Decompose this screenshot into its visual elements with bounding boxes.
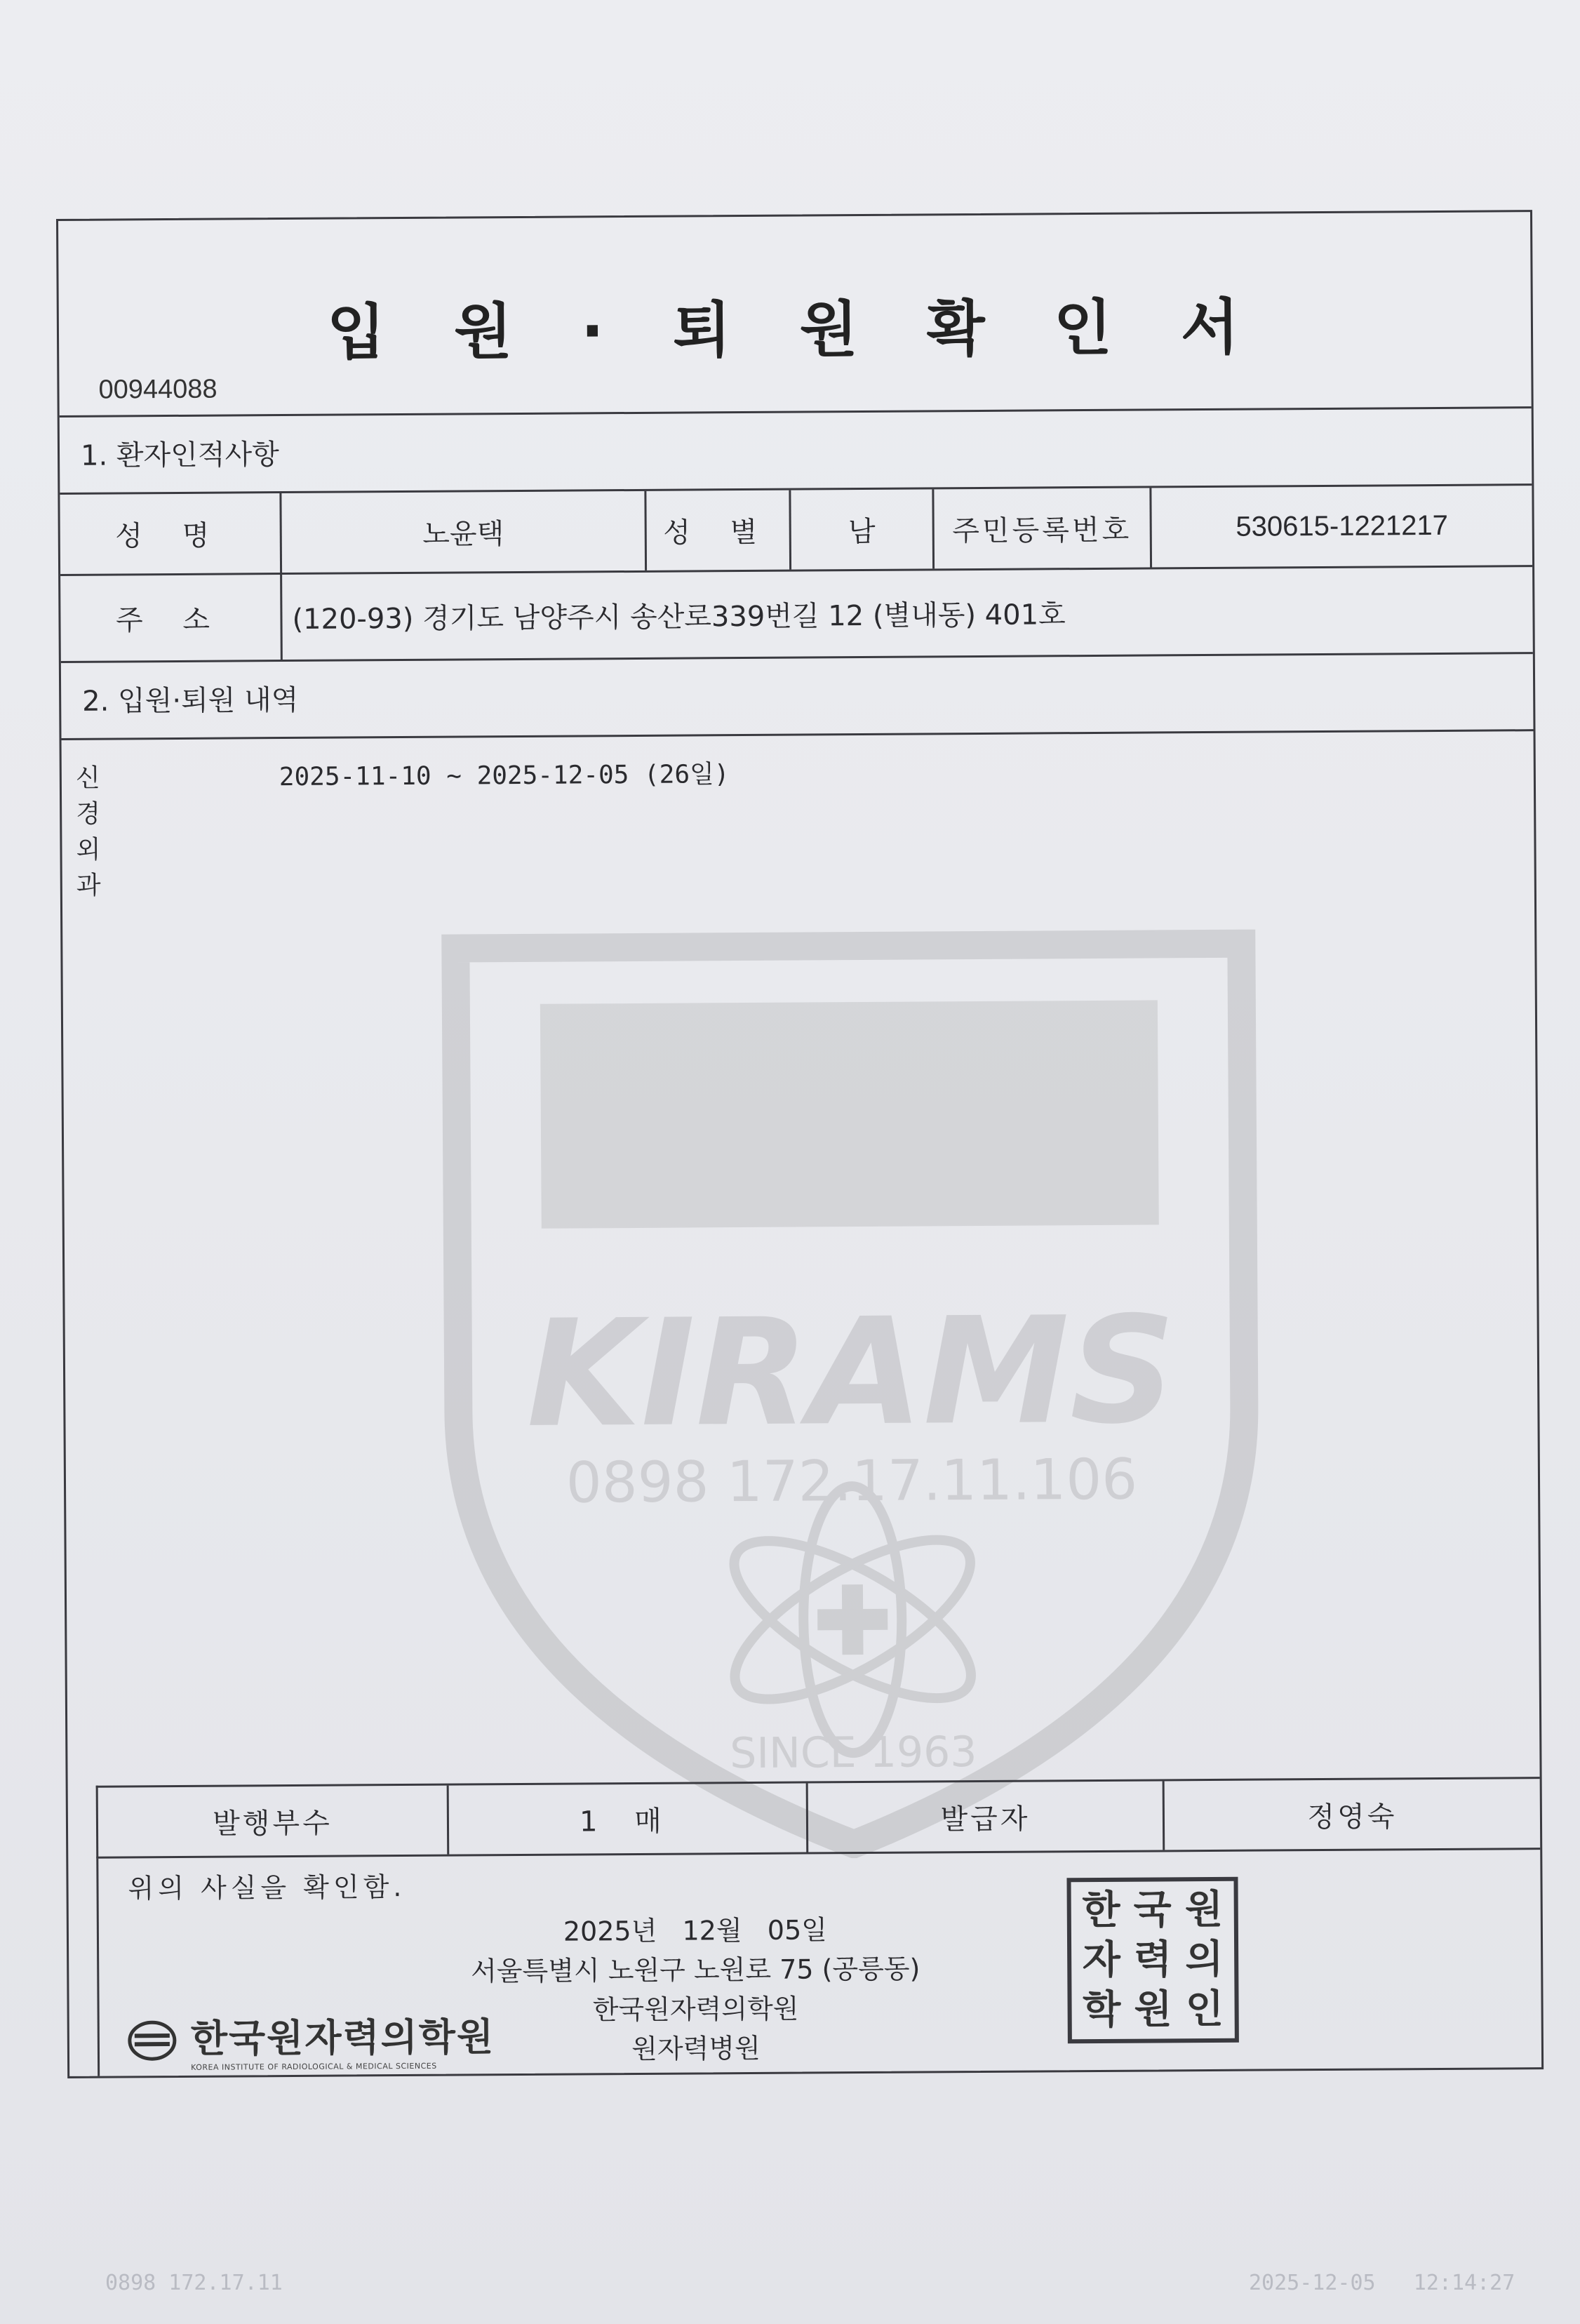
copies-label: 발행부수 — [98, 1786, 450, 1857]
rrn-label: 주민등록번호 — [934, 488, 1152, 568]
section1-heading: 1. 환자인적사항 — [60, 408, 1532, 495]
seal-char: 의 — [1185, 1936, 1224, 1983]
history-department: 신경외과 — [75, 763, 101, 900]
certificate-form — [56, 210, 1544, 2078]
name-value: 노윤택 — [281, 491, 647, 573]
issue-date: 2025년 12월 05일 — [563, 1914, 828, 1947]
address-label: 주 소 — [60, 575, 283, 661]
issuer-block — [450, 1909, 942, 2069]
patient-info-row — [60, 486, 1532, 576]
seal-char: 원 — [1184, 1887, 1224, 1933]
issuer-label: 발급자 — [808, 1781, 1165, 1852]
institution-name: 한국원자력의학원 — [592, 1993, 799, 2026]
certificate-footer — [96, 1850, 1541, 2076]
seal-char: 국 — [1133, 1887, 1172, 1933]
seal-char: 자 — [1082, 1937, 1121, 1984]
watermark-since: SINCE 1963 — [730, 1728, 977, 1779]
issue-info-row — [96, 1777, 1541, 1859]
address-value: (120-93) 경기도 남양주시 송산로339번길 12 (별내동) 401호 — [292, 599, 1066, 636]
seal-char: 인 — [1185, 1986, 1224, 2032]
print-stamp-left: 0898 172.17.11 — [105, 2271, 283, 2295]
print-stamp-right: 2025-12-05 12:14:27 — [1249, 2271, 1515, 2295]
name-label: 성 명 — [60, 493, 282, 574]
institution-address: 서울특별시 노원구 노원로 75 (공릉동) — [471, 1953, 920, 1987]
institution-logo — [128, 2007, 495, 2072]
seal-char: 원 — [1134, 1986, 1172, 2033]
confirm-text: 위의 사실을 확인함. — [128, 1871, 406, 1904]
sex-value: 남 — [791, 489, 935, 569]
logo-english: KOREA INSTITUTE OF RADIOLOGICAL & MEDICAL SCIENCES — [191, 2061, 437, 2072]
address-row — [60, 567, 1533, 663]
document-number: 00944088 — [98, 374, 217, 405]
rrn-value: 530615-1221217 — [1236, 509, 1449, 542]
seal-char: 학 — [1083, 1986, 1121, 2033]
issuer-value: 정영숙 — [1307, 1800, 1398, 1834]
admission-history — [62, 731, 1540, 1793]
copies-value: 1 매 — [449, 1783, 809, 1854]
document-title: 입 원 · 퇴 원 확 인 서 — [326, 292, 1264, 368]
sex-label: 성 별 — [646, 490, 791, 570]
seal-char: 한 — [1082, 1888, 1120, 1934]
logo-emblem-icon — [128, 2019, 177, 2062]
section2-heading: 2. 입원·퇴원 내역 — [61, 654, 1534, 740]
hospital-name: 원자력병원 — [631, 2032, 761, 2065]
official-seal — [1066, 1877, 1238, 2043]
logo-korean: 한국원자력의학원 — [190, 2015, 495, 2061]
history-period: 2025-11-10 ~ 2025-12-05 (26일) — [279, 760, 730, 792]
watermark-ip: 0898 172.17.11.106 — [565, 1446, 1138, 1516]
title-row — [58, 212, 1532, 418]
watermark-brand: KIRAMS — [525, 1284, 1177, 1460]
seal-char: 력 — [1133, 1937, 1172, 1983]
